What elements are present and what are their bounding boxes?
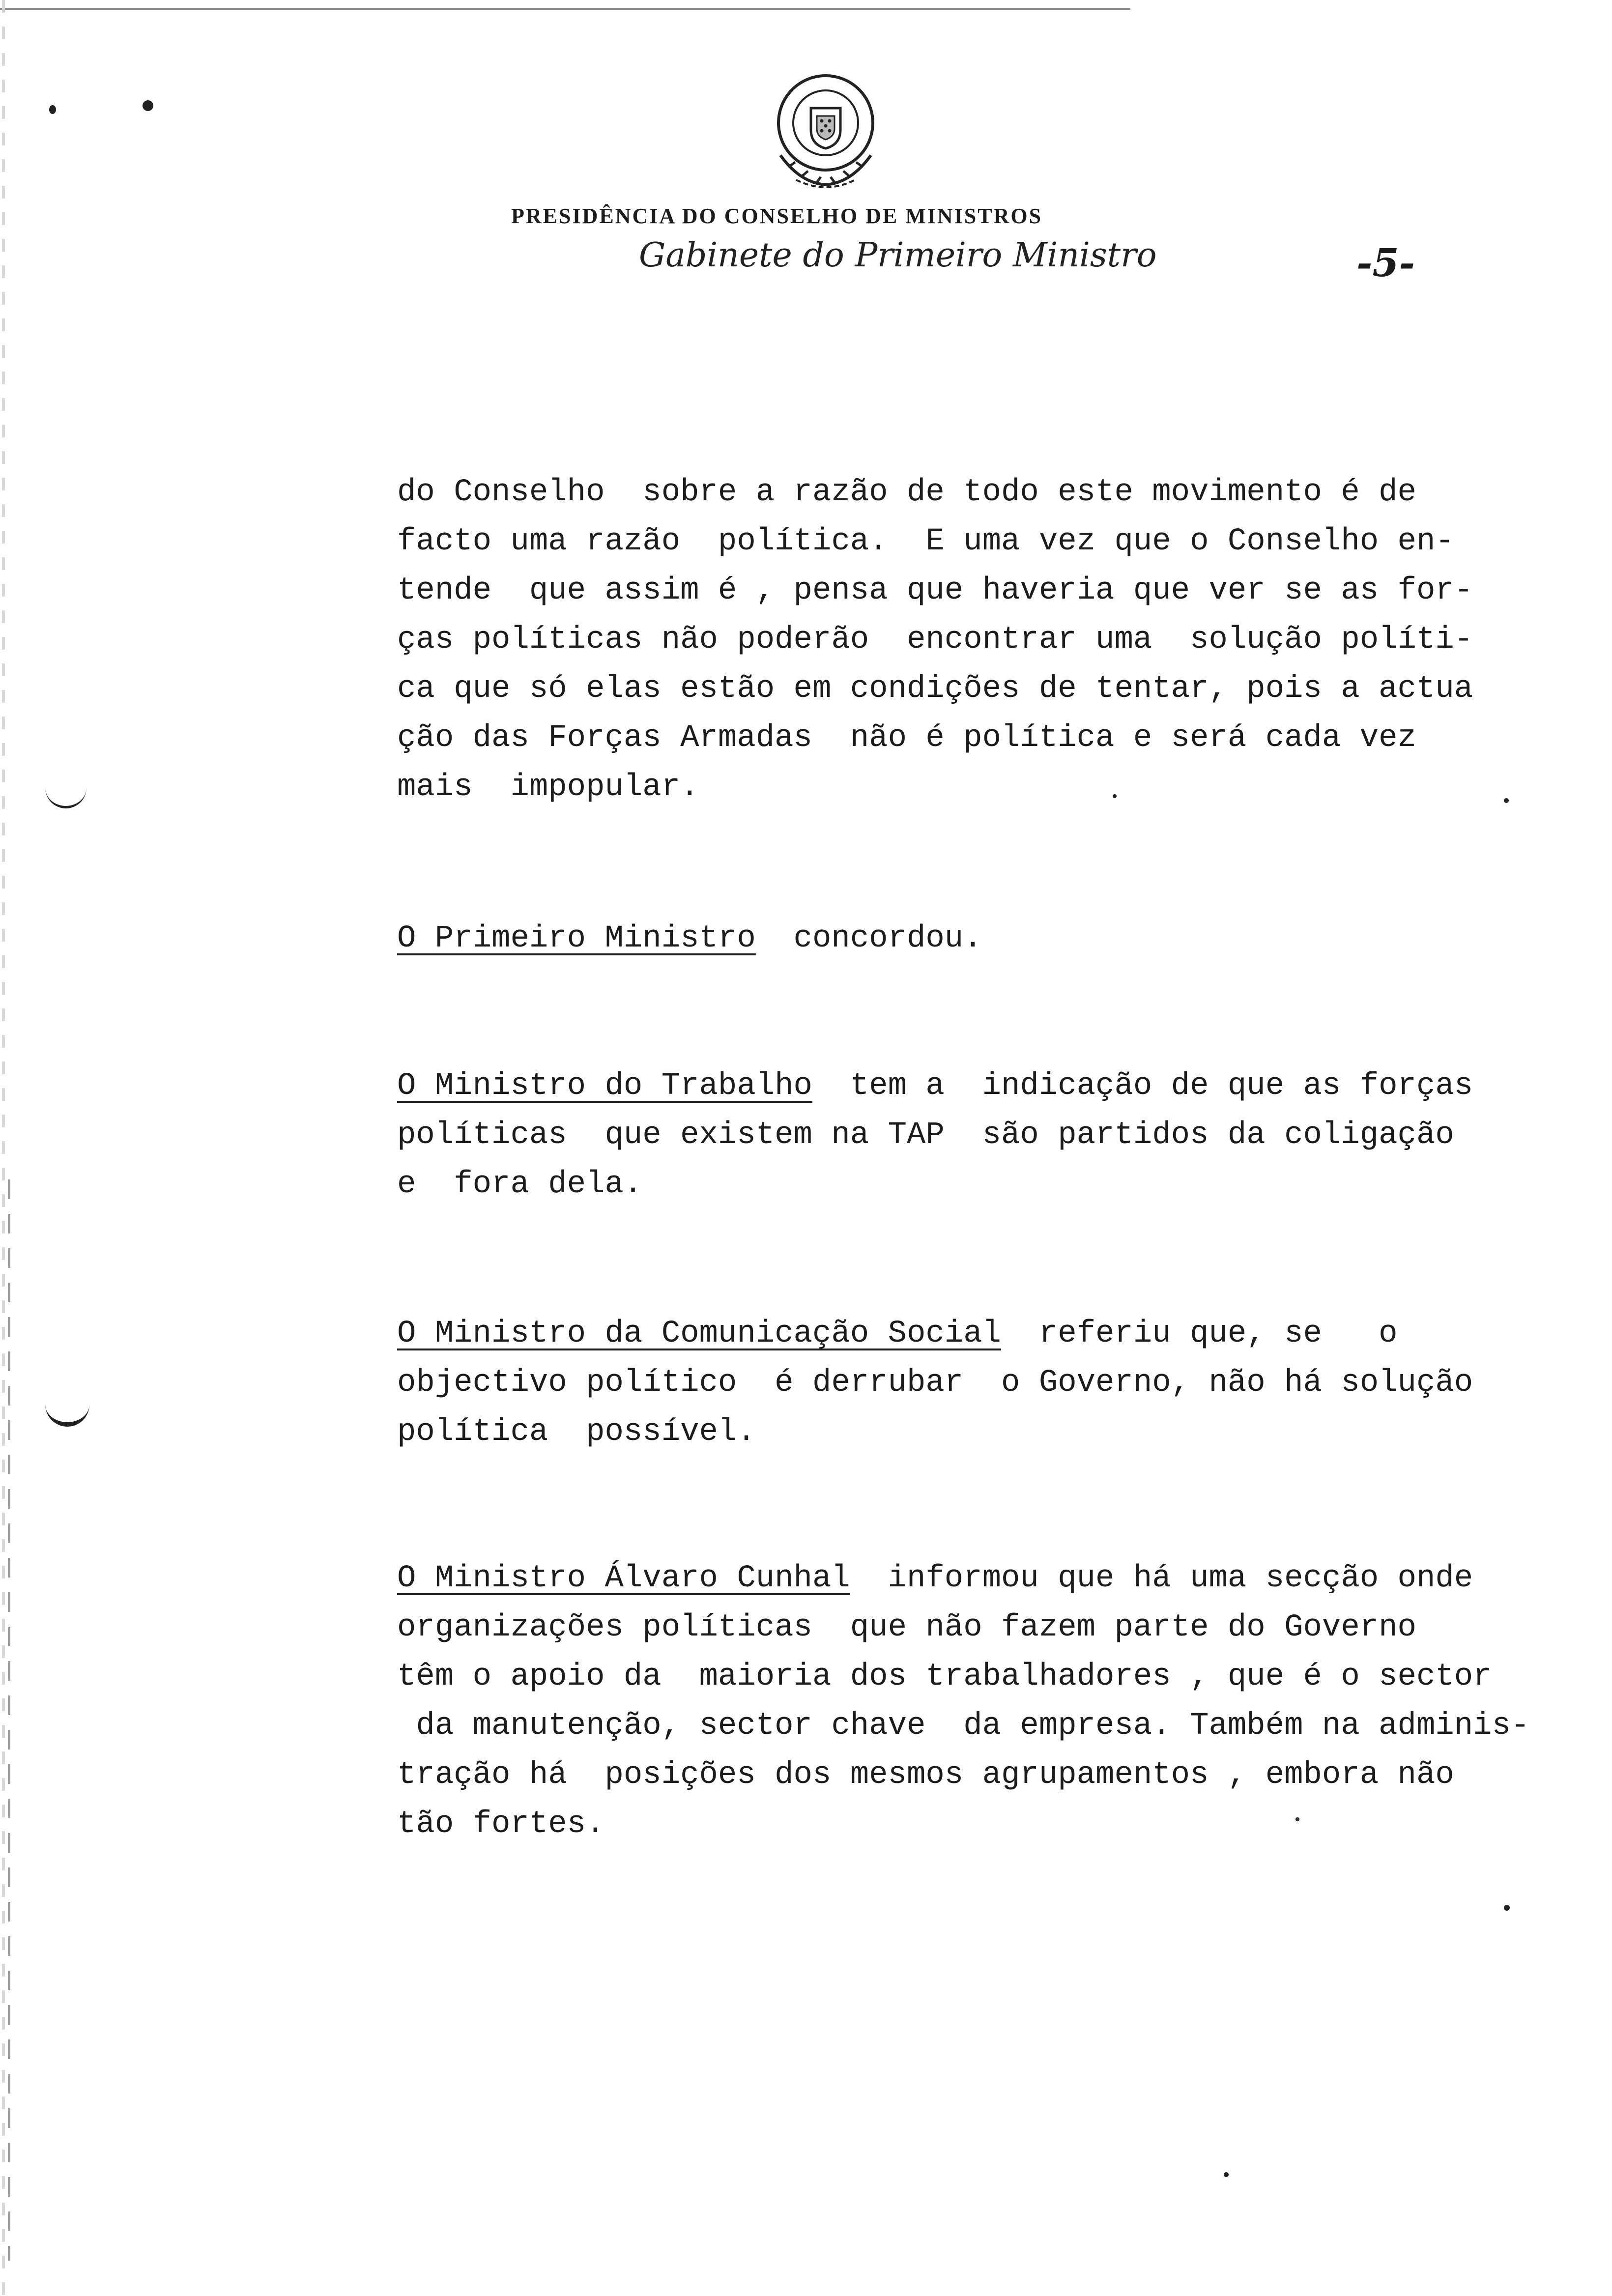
text-line bbox=[397, 1309, 1586, 1358]
left-edge-marks bbox=[2, 0, 5, 2296]
text-line: tração há posições dos mesmos agrupamentos , embora não bbox=[397, 1757, 1454, 1793]
text-line: ca que só elas estão em condições de tentar, pois a actua bbox=[397, 671, 1473, 707]
scan-mark-arc bbox=[45, 1401, 89, 1427]
paragraph-ministro-trabalho bbox=[397, 1062, 1586, 1209]
scan-speck bbox=[1504, 798, 1509, 803]
text-line: tão fortes. bbox=[397, 1807, 605, 1842]
text-line: política possível. bbox=[397, 1414, 756, 1450]
speaker-name: O Ministro Álvaro Cunhal bbox=[397, 1561, 850, 1596]
text-line: organizações políticas que não fazem parte do Governo bbox=[397, 1610, 1416, 1645]
header-title: PRESIDÊNCIA DO CONSELHO DE MINISTROS bbox=[511, 204, 1043, 228]
statement-text: concordou. bbox=[755, 921, 982, 956]
text-line: têm o apoio da maioria dos trabalhadores , que é o sector bbox=[397, 1659, 1492, 1694]
speaker-name: O Primeiro Ministro bbox=[397, 921, 756, 956]
text-line: mais impopular. bbox=[397, 770, 699, 805]
speaker-name: O Ministro do Trabalho bbox=[397, 1068, 812, 1104]
paragraph-primeiro-ministro bbox=[397, 914, 1586, 963]
text-line: políticas que existem na TAP são partidos da coligação bbox=[397, 1118, 1454, 1153]
scan-speck bbox=[49, 105, 56, 114]
text-line: ças políticas não poderão encontrar uma solução políti- bbox=[397, 622, 1473, 658]
scan-speck bbox=[1113, 794, 1117, 798]
statement-text: tem a indicação de que as forças bbox=[812, 1068, 1473, 1104]
statement-text: informou que há uma secção onde bbox=[850, 1561, 1473, 1596]
text-line bbox=[397, 914, 1586, 963]
text-line: objectivo político é derrubar o Governo, não há solução bbox=[397, 1365, 1473, 1401]
scan-speck bbox=[1504, 1905, 1510, 1911]
text-line: facto uma razão política. E uma vez que o Conselho en- bbox=[397, 524, 1454, 559]
text-line: da manutenção, sector chave da empresa. Também na adminis- bbox=[397, 1708, 1530, 1744]
scan-speck bbox=[1295, 1817, 1299, 1821]
left-edge-marks-lower bbox=[8, 1179, 10, 2261]
scan-mark-arc bbox=[45, 786, 86, 808]
page-number: -5- bbox=[1356, 241, 1415, 286]
scan-speck bbox=[143, 100, 153, 111]
scan-speck bbox=[1224, 2172, 1229, 2177]
text-line: ção das Forças Armadas não é política e será cada vez bbox=[397, 720, 1416, 756]
text-line bbox=[397, 1062, 1586, 1111]
paragraph-ministro-comunicacao bbox=[397, 1309, 1586, 1457]
speaker-name: O Ministro da Comunicação Social bbox=[397, 1316, 1001, 1351]
text-line bbox=[397, 1554, 1586, 1603]
text-line: do Conselho sobre a razão de todo este movimento é de bbox=[397, 475, 1416, 510]
text-line: e fora dela. bbox=[397, 1167, 643, 1202]
top-edge-line bbox=[0, 8, 1130, 10]
text-line: tende que assim é , pensa que haveria que ver se as for- bbox=[397, 573, 1473, 608]
statement-text: referiu que, se o bbox=[1001, 1316, 1398, 1351]
header-subtitle: Gabinete do Primeiro Ministro bbox=[639, 236, 1157, 275]
coat-of-arms-emblem bbox=[762, 69, 890, 197]
paragraph-conselho bbox=[397, 468, 1586, 812]
paragraph-ministro-cunhal bbox=[397, 1554, 1586, 1849]
